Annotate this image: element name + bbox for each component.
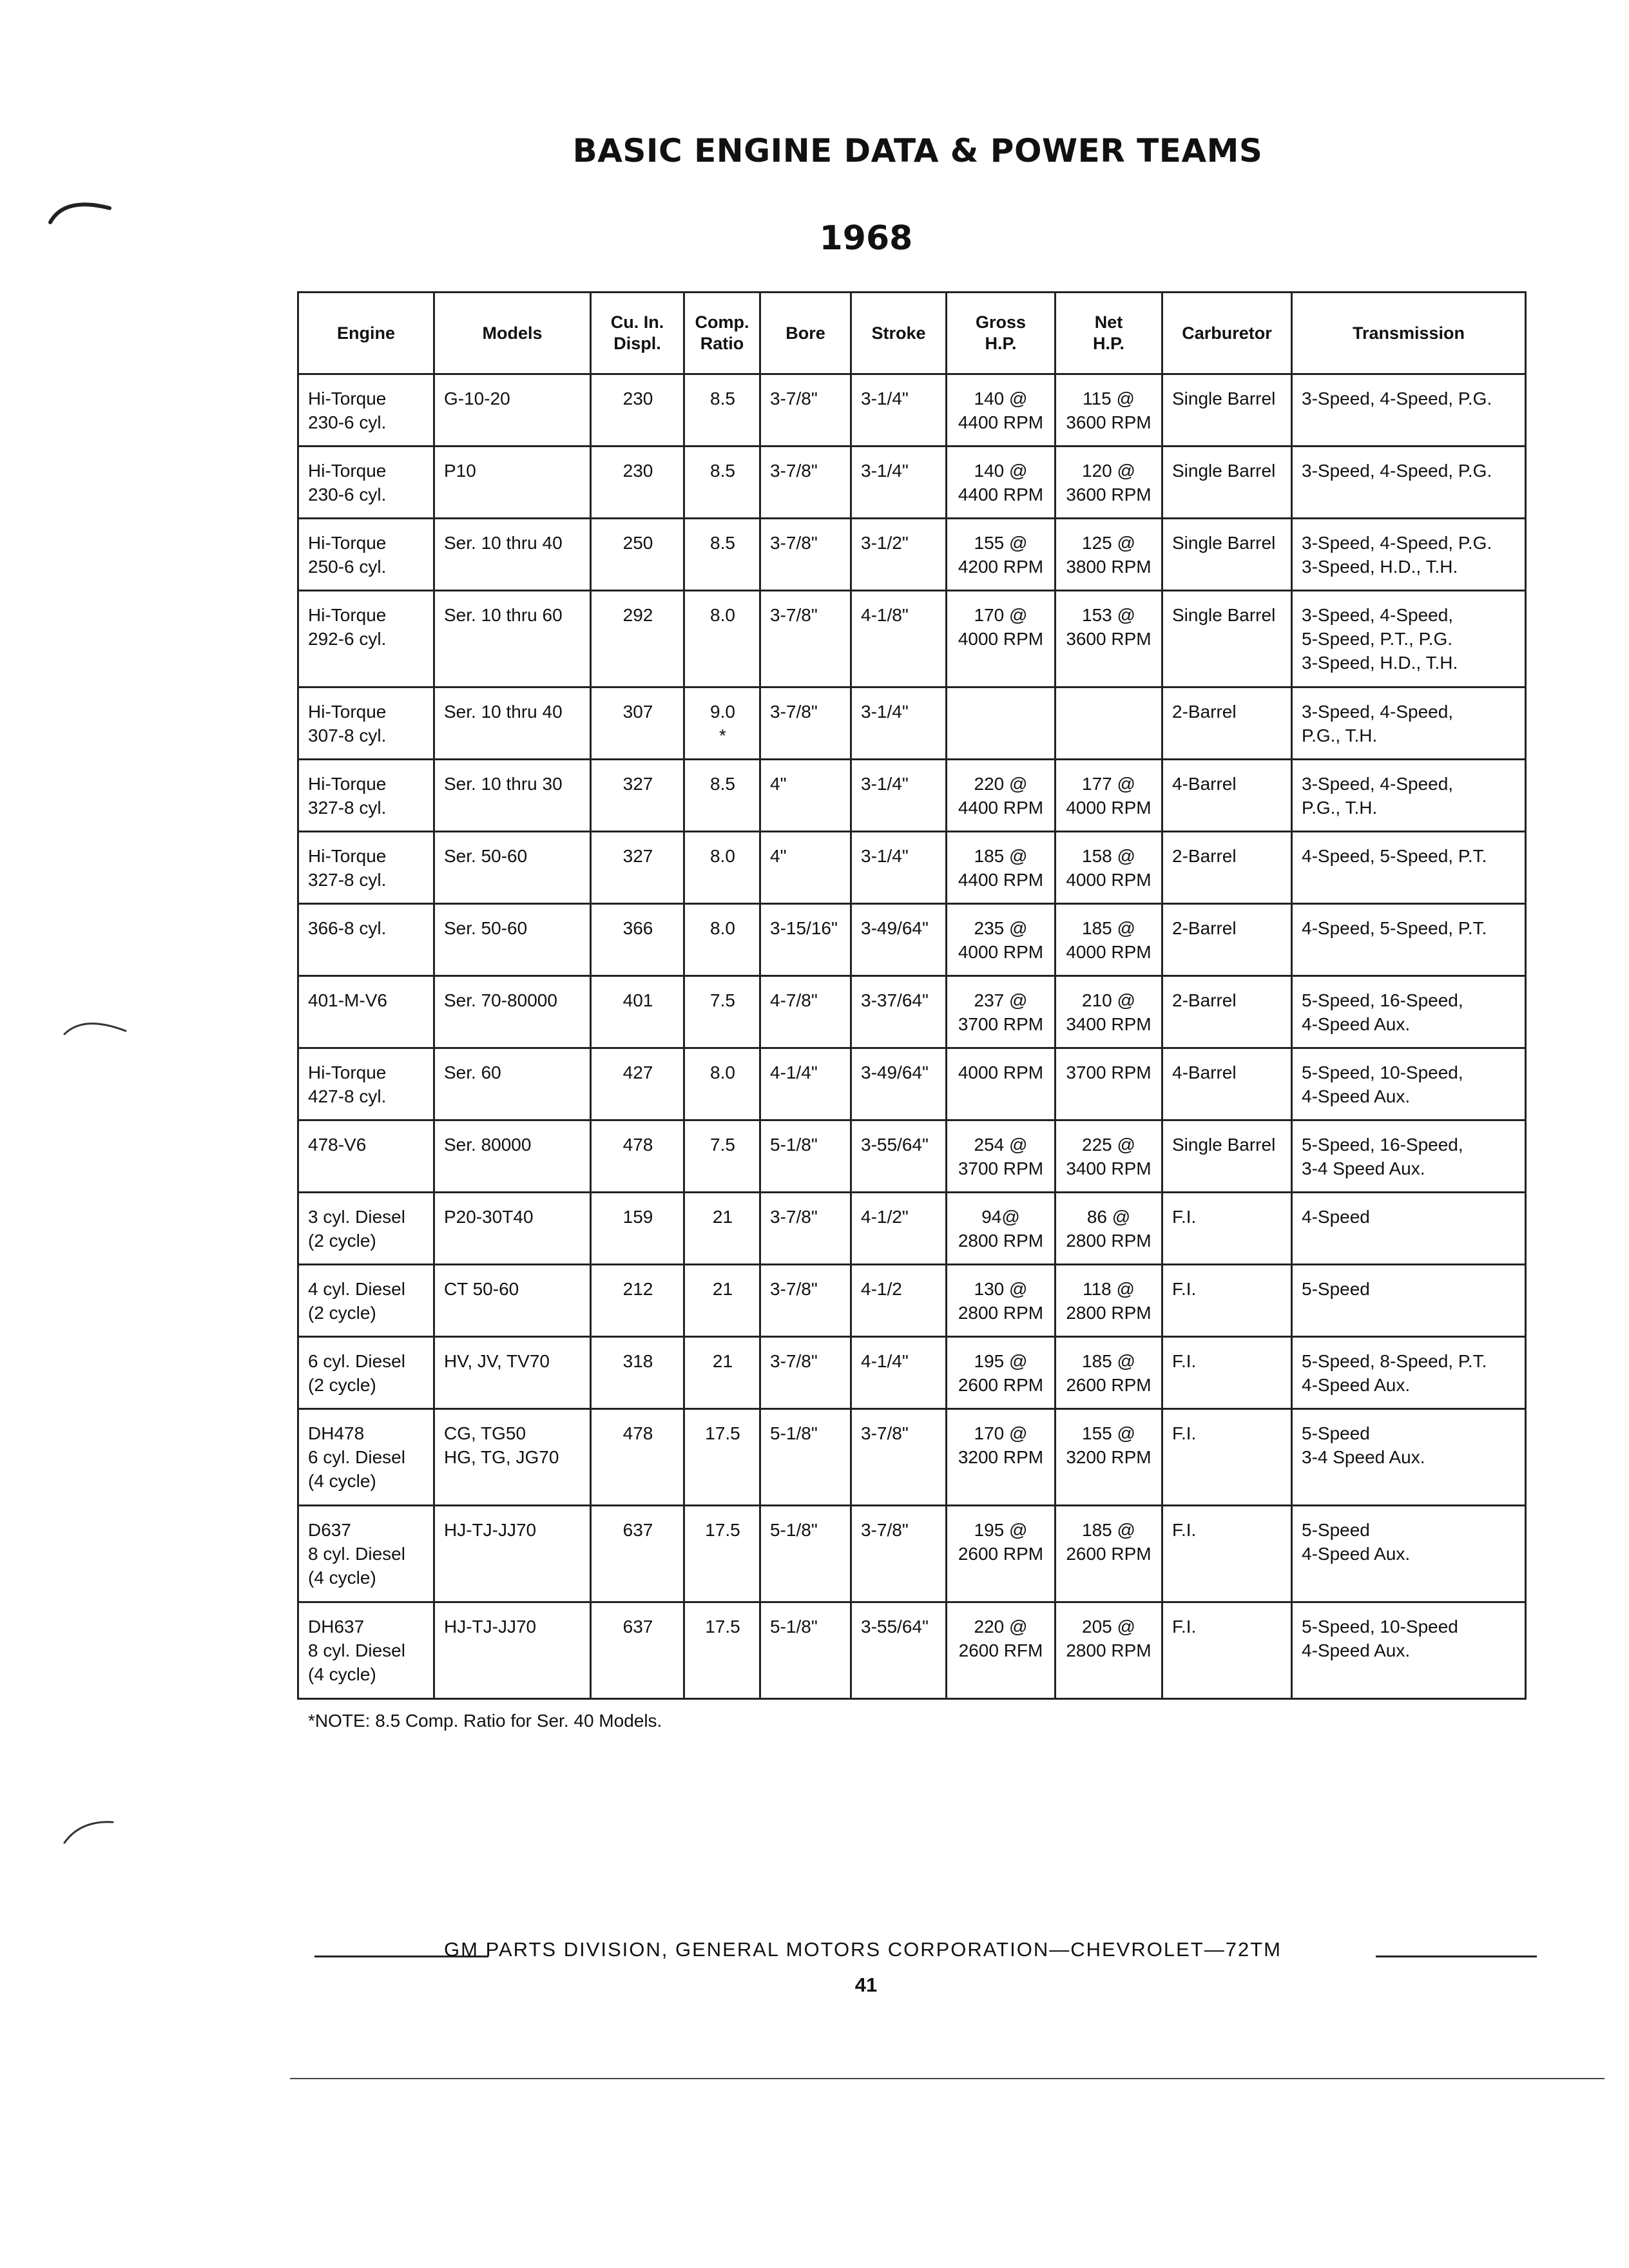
cell-stroke: 3-49/64" bbox=[851, 1048, 947, 1120]
cell-comp-ratio: 8.5 bbox=[684, 447, 760, 519]
cell-gross-hp: 195 @ 2600 RPM bbox=[947, 1506, 1055, 1602]
cell-net-hp bbox=[1055, 687, 1162, 760]
cell-transmission: 5-Speed bbox=[1292, 1265, 1526, 1337]
cell-transmission: 3-Speed, 4-Speed, 5-Speed, P.T., P.G. 3-Speed, H.D., T.H. bbox=[1292, 591, 1526, 687]
cell-displacement: 637 bbox=[591, 1506, 684, 1602]
cell-gross-hp: 220 @ 4400 RPM bbox=[947, 760, 1055, 832]
cell-stroke: 3-37/64" bbox=[851, 976, 947, 1048]
cell-bore: 3-7/8" bbox=[760, 687, 851, 760]
cell-models: P10 bbox=[434, 447, 591, 519]
cell-gross-hp: 235 @ 4000 RPM bbox=[947, 904, 1055, 976]
cell-net-hp: 205 @ 2800 RPM bbox=[1055, 1602, 1162, 1699]
cell-engine: Hi-Torque 427-8 cyl. bbox=[298, 1048, 434, 1120]
scan-mark-icon bbox=[61, 1811, 119, 1849]
cell-stroke: 3-7/8" bbox=[851, 1409, 947, 1506]
cell-displacement: 250 bbox=[591, 519, 684, 591]
engine-data-table bbox=[297, 291, 1527, 1700]
cell-carburetor: Single Barrel bbox=[1162, 591, 1292, 687]
cell-transmission: 3-Speed, 4-Speed, P.G. 3-Speed, H.D., T.H. bbox=[1292, 519, 1526, 591]
cell-models: Ser. 70-80000 bbox=[434, 976, 591, 1048]
cell-carburetor: 4-Barrel bbox=[1162, 1048, 1292, 1120]
cell-net-hp: 177 @ 4000 RPM bbox=[1055, 760, 1162, 832]
header-transmission: Transmission bbox=[1292, 293, 1526, 374]
cell-displacement: 401 bbox=[591, 976, 684, 1048]
cell-net-hp: 118 @ 2800 RPM bbox=[1055, 1265, 1162, 1337]
cell-displacement: 637 bbox=[591, 1602, 684, 1699]
footnote: *NOTE: 8.5 Comp. Ratio for Ser. 40 Models. bbox=[308, 1711, 662, 1731]
cell-comp-ratio: 8.5 bbox=[684, 374, 760, 447]
cell-bore: 4-7/8" bbox=[760, 976, 851, 1048]
cell-carburetor: F.I. bbox=[1162, 1337, 1292, 1409]
table-row bbox=[298, 1337, 1526, 1409]
cell-net-hp: 153 @ 3600 RPM bbox=[1055, 591, 1162, 687]
cell-gross-hp: 170 @ 4000 RPM bbox=[947, 591, 1055, 687]
cell-gross-hp: 155 @ 4200 RPM bbox=[947, 519, 1055, 591]
header-bore: Bore bbox=[760, 293, 851, 374]
table-row bbox=[298, 1048, 1526, 1120]
cell-comp-ratio: 21 bbox=[684, 1337, 760, 1409]
header-displacement: Cu. In. Displ. bbox=[591, 293, 684, 374]
cell-transmission: 5-Speed, 16-Speed, 4-Speed Aux. bbox=[1292, 976, 1526, 1048]
cell-engine: 4 cyl. Diesel (2 cycle) bbox=[298, 1265, 434, 1337]
cell-models: G-10-20 bbox=[434, 374, 591, 447]
page-number: 41 bbox=[854, 1974, 878, 1996]
cell-engine: 6 cyl. Diesel (2 cycle) bbox=[298, 1337, 434, 1409]
cell-models: CG, TG50 HG, TG, JG70 bbox=[434, 1409, 591, 1506]
cell-engine: 3 cyl. Diesel (2 cycle) bbox=[298, 1193, 434, 1265]
cell-stroke: 3-1/4" bbox=[851, 447, 947, 519]
cell-displacement: 427 bbox=[591, 1048, 684, 1120]
cell-displacement: 327 bbox=[591, 832, 684, 904]
cell-transmission: 5-Speed 4-Speed Aux. bbox=[1292, 1506, 1526, 1602]
cell-net-hp: 158 @ 4000 RPM bbox=[1055, 832, 1162, 904]
cell-bore: 3-7/8" bbox=[760, 519, 851, 591]
table-row bbox=[298, 687, 1526, 760]
footer-text: GM PARTS DIVISION, GENERAL MOTORS CORPORATION—CHEVROLET—72TM bbox=[444, 1938, 1282, 1961]
cell-gross-hp: 170 @ 3200 RPM bbox=[947, 1409, 1055, 1506]
header-comp-ratio: Comp. Ratio bbox=[684, 293, 760, 374]
cell-engine: Hi-Torque 230-6 cyl. bbox=[298, 447, 434, 519]
cell-bore: 5-1/8" bbox=[760, 1120, 851, 1193]
cell-bore: 5-1/8" bbox=[760, 1409, 851, 1506]
cell-models: Ser. 80000 bbox=[434, 1120, 591, 1193]
cell-comp-ratio: 21 bbox=[684, 1265, 760, 1337]
cell-gross-hp: 140 @ 4400 RPM bbox=[947, 374, 1055, 447]
cell-models: Ser. 50-60 bbox=[434, 832, 591, 904]
cell-displacement: 478 bbox=[591, 1409, 684, 1506]
cell-carburetor: Single Barrel bbox=[1162, 1120, 1292, 1193]
cell-stroke: 3-55/64" bbox=[851, 1120, 947, 1193]
cell-net-hp: 120 @ 3600 RPM bbox=[1055, 447, 1162, 519]
cell-transmission: 5-Speed 3-4 Speed Aux. bbox=[1292, 1409, 1526, 1506]
cell-stroke: 3-49/64" bbox=[851, 904, 947, 976]
table-row bbox=[298, 519, 1526, 591]
cell-carburetor: 2-Barrel bbox=[1162, 976, 1292, 1048]
cell-engine: 401-M-V6 bbox=[298, 976, 434, 1048]
cell-engine: DH478 6 cyl. Diesel (4 cycle) bbox=[298, 1409, 434, 1506]
table-row bbox=[298, 591, 1526, 687]
table-row bbox=[298, 1409, 1526, 1506]
cell-bore: 3-7/8" bbox=[760, 1265, 851, 1337]
footer-rule-right bbox=[1376, 1956, 1537, 1957]
cell-bore: 3-7/8" bbox=[760, 374, 851, 447]
cell-carburetor: Single Barrel bbox=[1162, 447, 1292, 519]
cell-displacement: 230 bbox=[591, 447, 684, 519]
page-title: BASIC ENGINE DATA & POWER TEAMS bbox=[572, 132, 1263, 169]
cell-displacement: 327 bbox=[591, 760, 684, 832]
cell-engine: D637 8 cyl. Diesel (4 cycle) bbox=[298, 1506, 434, 1602]
cell-displacement: 230 bbox=[591, 374, 684, 447]
cell-models: HV, JV, TV70 bbox=[434, 1337, 591, 1409]
cell-net-hp: 225 @ 3400 RPM bbox=[1055, 1120, 1162, 1193]
cell-net-hp: 185 @ 2600 RPM bbox=[1055, 1506, 1162, 1602]
cell-comp-ratio: 8.5 bbox=[684, 760, 760, 832]
cell-gross-hp: 4000 RPM bbox=[947, 1048, 1055, 1120]
cell-displacement: 159 bbox=[591, 1193, 684, 1265]
cell-bore: 4" bbox=[760, 760, 851, 832]
cell-comp-ratio: 17.5 bbox=[684, 1602, 760, 1699]
cell-models: Ser. 50-60 bbox=[434, 904, 591, 976]
cell-gross-hp: 195 @ 2600 RPM bbox=[947, 1337, 1055, 1409]
header-carburetor: Carburetor bbox=[1162, 293, 1292, 374]
cell-engine: Hi-Torque 307-8 cyl. bbox=[298, 687, 434, 760]
cell-gross-hp: 130 @ 2800 RPM bbox=[947, 1265, 1055, 1337]
header-net-hp: Net H.P. bbox=[1055, 293, 1162, 374]
cell-models: Ser. 10 thru 60 bbox=[434, 591, 591, 687]
cell-models: HJ-TJ-JJ70 bbox=[434, 1506, 591, 1602]
cell-transmission: 3-Speed, 4-Speed, P.G. bbox=[1292, 374, 1526, 447]
cell-models: Ser. 10 thru 40 bbox=[434, 687, 591, 760]
cell-transmission: 3-Speed, 4-Speed, P.G., T.H. bbox=[1292, 687, 1526, 760]
cell-models: HJ-TJ-JJ70 bbox=[434, 1602, 591, 1699]
cell-bore: 3-15/16" bbox=[760, 904, 851, 976]
cell-displacement: 318 bbox=[591, 1337, 684, 1409]
cell-models: Ser. 10 thru 40 bbox=[434, 519, 591, 591]
cell-transmission: 5-Speed, 10-Speed 4-Speed Aux. bbox=[1292, 1602, 1526, 1699]
cell-bore: 3-7/8" bbox=[760, 447, 851, 519]
cell-transmission: 3-Speed, 4-Speed, P.G., T.H. bbox=[1292, 760, 1526, 832]
cell-net-hp: 115 @ 3600 RPM bbox=[1055, 374, 1162, 447]
cell-carburetor: F.I. bbox=[1162, 1409, 1292, 1506]
cell-bore: 4-1/4" bbox=[760, 1048, 851, 1120]
cell-engine: 366-8 cyl. bbox=[298, 904, 434, 976]
cell-net-hp: 210 @ 3400 RPM bbox=[1055, 976, 1162, 1048]
cell-bore: 3-7/8" bbox=[760, 1193, 851, 1265]
cell-carburetor: F.I. bbox=[1162, 1602, 1292, 1699]
cell-engine: Hi-Torque 327-8 cyl. bbox=[298, 760, 434, 832]
cell-stroke: 3-55/64" bbox=[851, 1602, 947, 1699]
cell-displacement: 307 bbox=[591, 687, 684, 760]
table-row bbox=[298, 832, 1526, 904]
cell-carburetor: F.I. bbox=[1162, 1506, 1292, 1602]
table-row bbox=[298, 976, 1526, 1048]
cell-engine: Hi-Torque 327-8 cyl. bbox=[298, 832, 434, 904]
cell-stroke: 4-1/2" bbox=[851, 1193, 947, 1265]
cell-net-hp: 155 @ 3200 RPM bbox=[1055, 1409, 1162, 1506]
cell-models: CT 50-60 bbox=[434, 1265, 591, 1337]
cell-comp-ratio: 7.5 bbox=[684, 976, 760, 1048]
header-stroke: Stroke bbox=[851, 293, 947, 374]
table-body bbox=[298, 374, 1526, 1699]
cell-gross-hp: 140 @ 4400 RPM bbox=[947, 447, 1055, 519]
cell-models: Ser. 60 bbox=[434, 1048, 591, 1120]
cell-engine: Hi-Torque 250-6 cyl. bbox=[298, 519, 434, 591]
cell-engine: Hi-Torque 292-6 cyl. bbox=[298, 591, 434, 687]
cell-comp-ratio: 8.0 bbox=[684, 832, 760, 904]
cell-net-hp: 185 @ 4000 RPM bbox=[1055, 904, 1162, 976]
cell-stroke: 3-1/2" bbox=[851, 519, 947, 591]
cell-stroke: 4-1/8" bbox=[851, 591, 947, 687]
cell-gross-hp: 254 @ 3700 RPM bbox=[947, 1120, 1055, 1193]
cell-carburetor: 2-Barrel bbox=[1162, 687, 1292, 760]
table-row bbox=[298, 447, 1526, 519]
cell-net-hp: 185 @ 2600 RPM bbox=[1055, 1337, 1162, 1409]
cell-models: P20-30T40 bbox=[434, 1193, 591, 1265]
cell-stroke: 3-1/4" bbox=[851, 832, 947, 904]
cell-carburetor: 2-Barrel bbox=[1162, 832, 1292, 904]
cell-gross-hp: 94@ 2800 RPM bbox=[947, 1193, 1055, 1265]
cell-comp-ratio: 9.0 * bbox=[684, 687, 760, 760]
table-row bbox=[298, 1193, 1526, 1265]
cell-gross-hp: 185 @ 4400 RPM bbox=[947, 832, 1055, 904]
cell-comp-ratio: 21 bbox=[684, 1193, 760, 1265]
table-row bbox=[298, 374, 1526, 447]
cell-stroke: 3-1/4" bbox=[851, 374, 947, 447]
header-engine: Engine bbox=[298, 293, 434, 374]
table-row bbox=[298, 1602, 1526, 1699]
cell-comp-ratio: 8.0 bbox=[684, 1048, 760, 1120]
table-header-row bbox=[298, 293, 1526, 374]
cell-comp-ratio: 8.0 bbox=[684, 591, 760, 687]
table-row bbox=[298, 904, 1526, 976]
cell-bore: 3-7/8" bbox=[760, 1337, 851, 1409]
cell-stroke: 3-7/8" bbox=[851, 1506, 947, 1602]
cell-carburetor: F.I. bbox=[1162, 1265, 1292, 1337]
scan-mark-icon bbox=[61, 1008, 132, 1047]
cell-stroke: 3-1/4" bbox=[851, 687, 947, 760]
cell-gross-hp: 220 @ 2600 RFM bbox=[947, 1602, 1055, 1699]
cell-comp-ratio: 8.5 bbox=[684, 519, 760, 591]
cell-carburetor: 4-Barrel bbox=[1162, 760, 1292, 832]
cell-stroke: 3-1/4" bbox=[851, 760, 947, 832]
cell-comp-ratio: 17.5 bbox=[684, 1506, 760, 1602]
cell-bore: 4" bbox=[760, 832, 851, 904]
cell-displacement: 212 bbox=[591, 1265, 684, 1337]
cell-comp-ratio: 7.5 bbox=[684, 1120, 760, 1193]
cell-bore: 5-1/8" bbox=[760, 1506, 851, 1602]
year-heading: 1968 bbox=[819, 219, 913, 258]
cell-transmission: 4-Speed, 5-Speed, P.T. bbox=[1292, 832, 1526, 904]
cell-engine: 478-V6 bbox=[298, 1120, 434, 1193]
cell-carburetor: 2-Barrel bbox=[1162, 904, 1292, 976]
table-row bbox=[298, 760, 1526, 832]
cell-gross-hp: 237 @ 3700 RPM bbox=[947, 976, 1055, 1048]
table-row bbox=[298, 1120, 1526, 1193]
cell-engine: Hi-Torque 230-6 cyl. bbox=[298, 374, 434, 447]
cell-transmission: 5-Speed, 16-Speed, 3-4 Speed Aux. bbox=[1292, 1120, 1526, 1193]
cell-models: Ser. 10 thru 30 bbox=[434, 760, 591, 832]
header-models: Models bbox=[434, 293, 591, 374]
table-row bbox=[298, 1506, 1526, 1602]
cell-comp-ratio: 17.5 bbox=[684, 1409, 760, 1506]
cell-transmission: 4-Speed bbox=[1292, 1193, 1526, 1265]
cell-displacement: 478 bbox=[591, 1120, 684, 1193]
bottom-rule bbox=[290, 2078, 1605, 2079]
cell-engine: DH637 8 cyl. Diesel (4 cycle) bbox=[298, 1602, 434, 1699]
cell-bore: 3-7/8" bbox=[760, 591, 851, 687]
cell-net-hp: 3700 RPM bbox=[1055, 1048, 1162, 1120]
cell-carburetor: Single Barrel bbox=[1162, 374, 1292, 447]
cell-transmission: 5-Speed, 10-Speed, 4-Speed Aux. bbox=[1292, 1048, 1526, 1120]
cell-transmission: 4-Speed, 5-Speed, P.T. bbox=[1292, 904, 1526, 976]
cell-comp-ratio: 8.0 bbox=[684, 904, 760, 976]
cell-displacement: 292 bbox=[591, 591, 684, 687]
cell-net-hp: 125 @ 3800 RPM bbox=[1055, 519, 1162, 591]
cell-transmission: 3-Speed, 4-Speed, P.G. bbox=[1292, 447, 1526, 519]
cell-gross-hp bbox=[947, 687, 1055, 760]
header-gross-hp: Gross H.P. bbox=[947, 293, 1055, 374]
cell-bore: 5-1/8" bbox=[760, 1602, 851, 1699]
cell-transmission: 5-Speed, 8-Speed, P.T. 4-Speed Aux. bbox=[1292, 1337, 1526, 1409]
cell-stroke: 4-1/2 bbox=[851, 1265, 947, 1337]
cell-net-hp: 86 @ 2800 RPM bbox=[1055, 1193, 1162, 1265]
cell-carburetor: F.I. bbox=[1162, 1193, 1292, 1265]
cell-stroke: 4-1/4" bbox=[851, 1337, 947, 1409]
cell-displacement: 366 bbox=[591, 904, 684, 976]
cell-carburetor: Single Barrel bbox=[1162, 519, 1292, 591]
table-row bbox=[298, 1265, 1526, 1337]
